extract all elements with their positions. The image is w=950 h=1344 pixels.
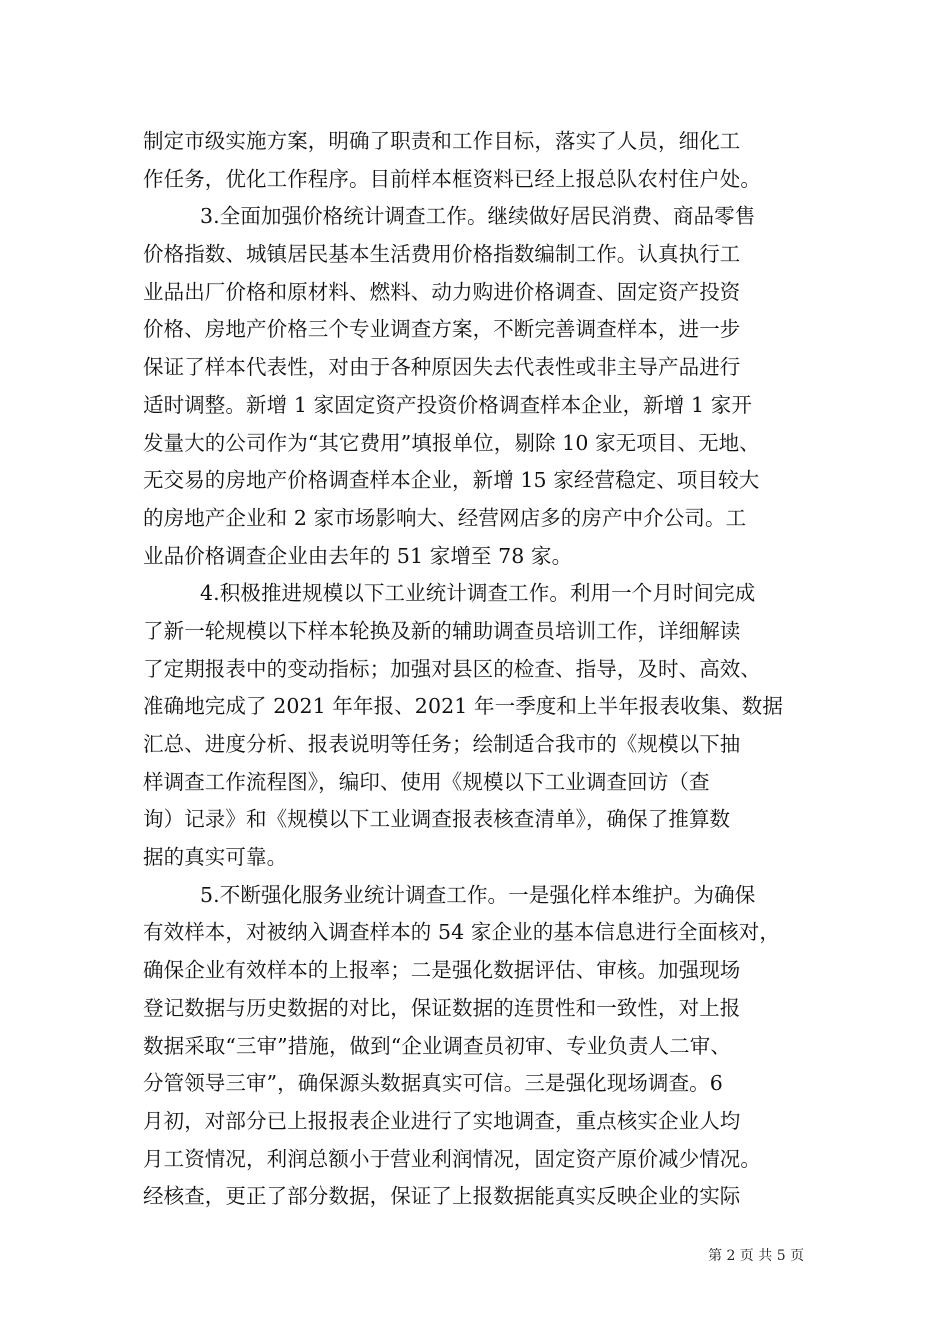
paragraph-line: 样调查工作流程图》，编印、使用《规模以下工业调查回访（查 bbox=[143, 769, 710, 794]
document-body bbox=[143, 123, 807, 1216]
paragraph-line: 保证了样本代表性，对由于各种原因失去代表性或非主导产品进行 bbox=[143, 355, 741, 380]
paragraph-line: 制定市级实施方案，明确了职责和工作目标，落实了人员，细化工 bbox=[143, 129, 741, 153]
paragraph-line: 业品出厂价格和原材料、燃料、动力购进价格调查、固定资产投资 bbox=[143, 279, 741, 304]
paragraph-line: 有效样本，对被纳入调查样本的 54 家企业的基本信息进行全面核对， bbox=[143, 920, 780, 945]
paragraph-line: 分管领导三审”，确保源头数据真实可信。三是强化现场调查。6 bbox=[143, 1071, 723, 1096]
page-number: 第 2 页 共 5 页 bbox=[708, 1248, 805, 1264]
paragraph-line: 数据采取“三审”措施，做到“企业调查员初审、专业负责人二审、 bbox=[143, 1033, 731, 1058]
paragraph-line: 业品价格调查企业由去年的 51 家增至 78 家。 bbox=[143, 543, 573, 568]
paragraph-line: 了新一轮规模以下样本轮换及新的辅助调查员培训工作，详细解读 bbox=[143, 618, 741, 643]
section-heading-line: 5.不断强化服务业统计调查工作。一是强化样本维护。为确保 bbox=[200, 882, 756, 907]
paragraph-line: 的房地产企业和 2 家市场影响大、经营网店多的房产中介公司。工 bbox=[143, 505, 747, 530]
paragraph-line: 价格、房地产价格三个专业调查方案，不断完善调查样本，进一步 bbox=[143, 317, 741, 342]
paragraph-line: 询）记录》和《规模以下工业调查报表核查清单》，确保了推算数 bbox=[143, 807, 731, 832]
paragraph-line: 月工资情况，利润总额小于营业利润情况，固定资产原价减少情况。 bbox=[143, 1146, 761, 1171]
paragraph-line: 价格指数、城镇居民基本生活费用价格指数编制工作。认真执行工 bbox=[143, 242, 741, 267]
paragraph-line: 作任务，优化工作程序。目前样本框资料已经上报总队农村住户处。 bbox=[143, 166, 761, 191]
paragraph-line: 准确地完成了 2021 年年报、2021 年一季度和上半年报表收集、数据 bbox=[143, 694, 783, 719]
paragraph-line: 发量大的公司作为“其它费用”填报单位，剔除 10 家无项目、无地、 bbox=[143, 430, 760, 455]
paragraph-line: 月初，对部分已上报报表企业进行了实地调查，重点核实企业人均 bbox=[143, 1108, 741, 1133]
paragraph-line: 确保企业有效样本的上报率；二是强化数据评估、审核。加强现场 bbox=[143, 958, 741, 983]
paragraph-line: 经核查，更正了部分数据，保证了上报数据能真实反映企业的实际 bbox=[143, 1184, 741, 1209]
paragraph-line: 无交易的房地产价格调查样本企业，新增 15 家经营稳定、项目较大 bbox=[143, 468, 760, 493]
paragraph-line: 适时调整。新增 1 家固定资产投资价格调查样本企业，新增 1 家开 bbox=[143, 392, 752, 417]
paragraph-line: 汇总、进度分析、报表说明等任务；绘制适合我市的《规模以下抽 bbox=[143, 732, 741, 756]
paragraph-line: 了定期报表中的变动指标；加强对县区的检查、指导，及时、高效、 bbox=[143, 656, 761, 681]
section-heading-line: 3.全面加强价格统计调查工作。继续做好居民消费、商品零售 bbox=[200, 204, 756, 229]
paragraph-line: 登记数据与历史数据的对比，保证数据的连贯性和一致性，对上报 bbox=[143, 995, 741, 1020]
section-heading-line: 4.积极推进规模以下工业统计调查工作。利用一个月时间完成 bbox=[200, 581, 756, 606]
paragraph-line: 据的真实可靠。 bbox=[143, 845, 288, 870]
